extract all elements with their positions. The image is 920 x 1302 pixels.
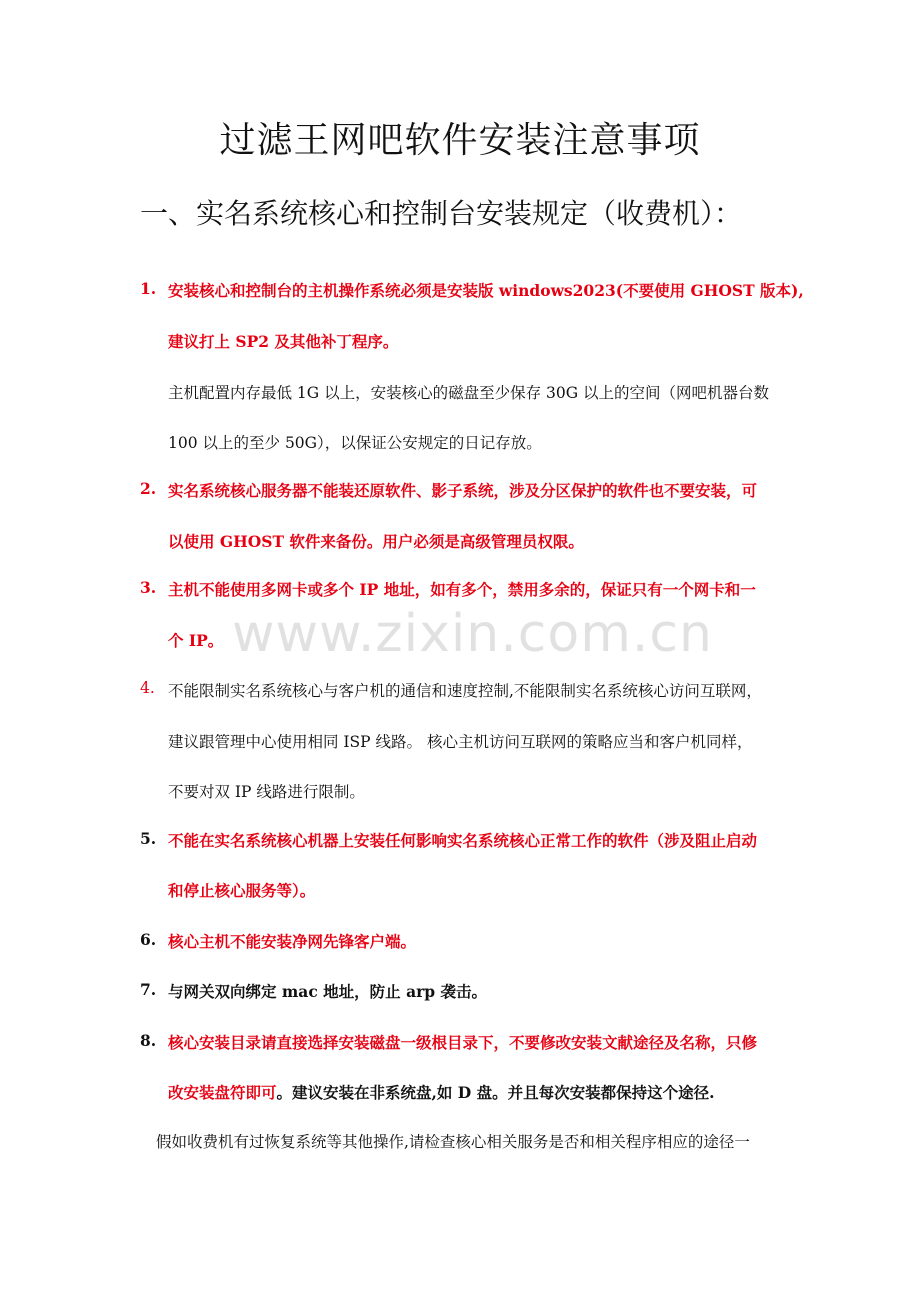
item-note-line: 主机配置内存最低 1G 以上，安装核心的磁盘至少保存 30G 以上的空间（网吧机器台数 — [168, 384, 770, 402]
item-number: 5. — [140, 829, 157, 848]
item-text-line: 建议打上 SP2 及其他补丁程序。 — [168, 332, 399, 351]
item-text-red-part: 改安装盘符即可 — [168, 1083, 277, 1102]
item-text-line: 个 IP。 — [168, 631, 224, 650]
item-text-line: 核心主机不能安装净网先锋客户端。 — [168, 932, 417, 951]
item-number: 4. — [140, 679, 155, 697]
item-text-line-mixed — [168, 1081, 715, 1103]
item-number: 8. — [140, 1031, 157, 1050]
item-text-line: 以使用 GHOST 软件来备份。用户必须是高级管理员权限。 — [168, 532, 584, 551]
document-title: 过滤王网吧软件安装注意事项 — [219, 120, 701, 161]
item-text-line: 建议跟管理中心使用相同 ISP 线路。 核心主机访问互联网的策略应当和客户机同样， — [168, 733, 753, 751]
item-text-line: 不能限制实名系统核心与客户机的通信和速度控制,不能限制实名系统核心访问互联网， — [168, 682, 762, 700]
item-text-line: 安装核心和控制台的主机操作系统必须是安装版 windows2023(不要使用 GHOST 版本), — [168, 281, 804, 300]
item-text-line: 和停止核心服务等）。 — [168, 881, 316, 900]
item-text-line: 不能在实名系统核心机器上安装任何影响实名系统核心正常工作的软件（涉及阻止启动 — [168, 831, 758, 850]
item-text-black-part: 。建议安装在非系统盘,如 D 盘。并且每次安装都保持这个途径. — [276, 1083, 715, 1102]
item-text-line: 与网关双向绑定 mac 地址，防止 arp 袭击。 — [168, 982, 488, 1001]
item-text-line: 实名系统核心服务器不能装还原软件、影子系统，涉及分区保护的软件也不要安装，可 — [168, 481, 758, 500]
item-number: 6. — [140, 930, 157, 949]
item-number: 7. — [140, 980, 157, 999]
section-heading: 一、实名系统核心和控制台安装规定（收费机）： — [140, 197, 743, 230]
item-number: 1. — [140, 279, 157, 298]
item-text-line: 主机不能使用多网卡或多个 IP 地址，如有多个，禁用多余的，保证只有一个网卡和一 — [168, 580, 756, 599]
item-text-line: 核心安装目录请直接选择安装磁盘一级根目录下，不要修改安装文献途径及名称，只修 — [168, 1033, 758, 1052]
item-note-line: 100 以上的至少 50G），以保证公安规定的日记存放。 — [168, 434, 542, 452]
watermark: www.zixin.com.cn — [232, 604, 713, 664]
item-text-line: 不要对双 IP 线路进行限制。 — [168, 783, 365, 801]
closing-paragraph-line: 假如收费机有过恢复系统等其他操作,请检查核心相关服务是否和相关程序相应的途径一 — [156, 1133, 750, 1151]
item-number: 2. — [140, 479, 157, 498]
item-number: 3. — [140, 578, 157, 597]
